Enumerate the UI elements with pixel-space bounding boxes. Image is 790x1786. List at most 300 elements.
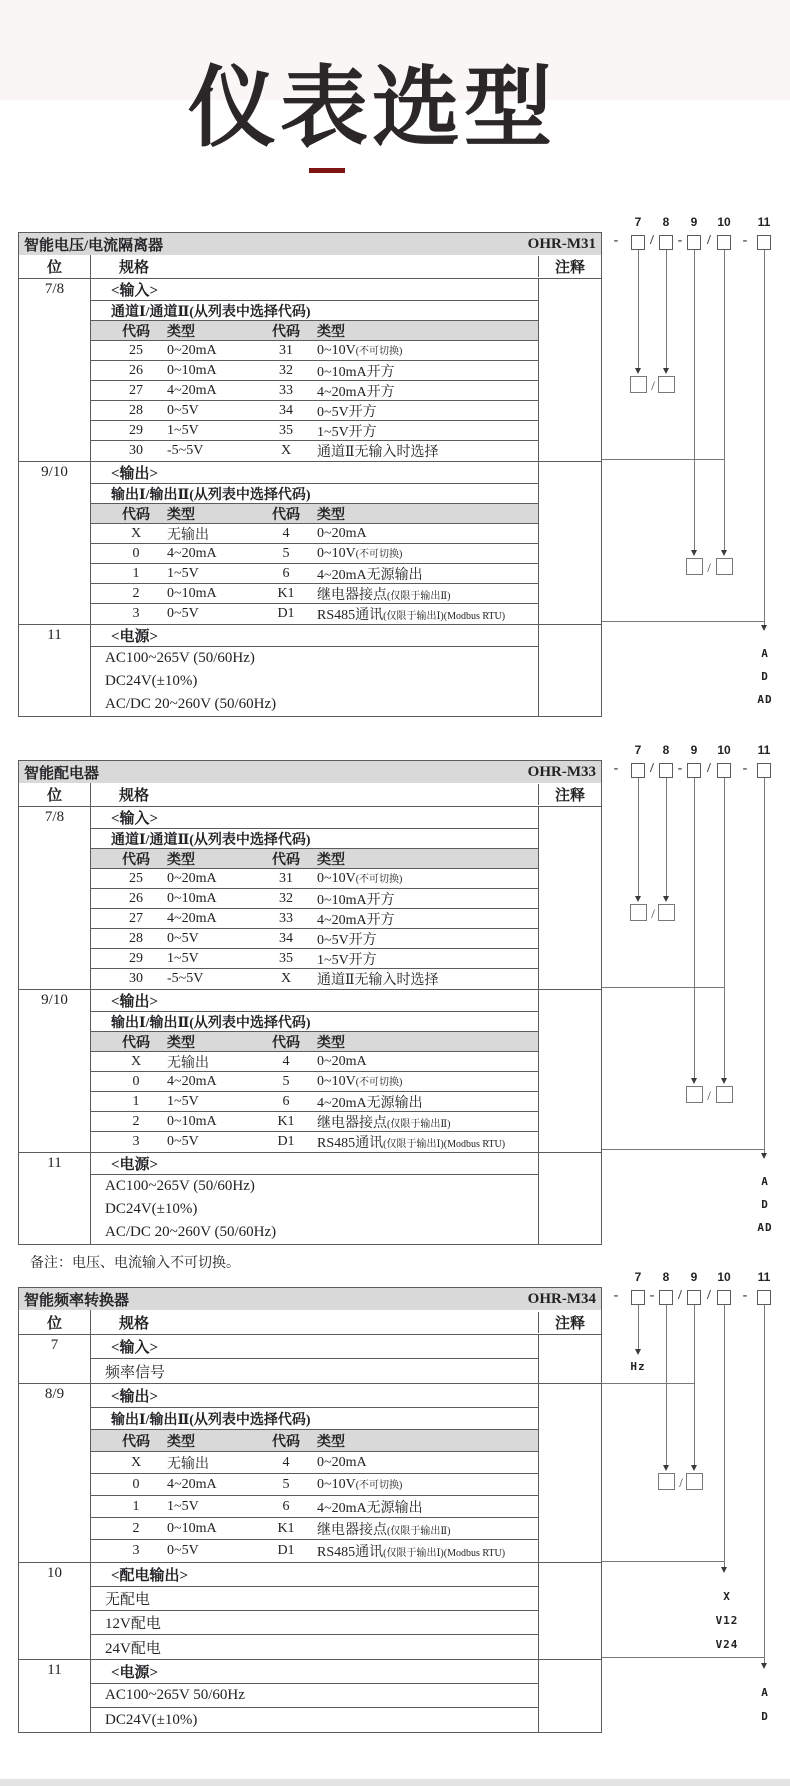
m34-header-bar bbox=[19, 1288, 601, 1310]
table-row bbox=[91, 949, 538, 969]
cell-code: 28 bbox=[129, 402, 143, 418]
cell-code: 31 bbox=[279, 870, 293, 886]
col-code2: 代码 bbox=[272, 324, 300, 340]
cell-code: D1 bbox=[277, 606, 295, 621]
power-option: DC24V(±10%) bbox=[105, 1201, 198, 1217]
lead-line-8 bbox=[666, 778, 667, 896]
code-box bbox=[631, 1290, 645, 1305]
cell-code: 2 bbox=[132, 1520, 140, 1536]
cell-code: 32 bbox=[279, 890, 293, 906]
cell-code: X bbox=[280, 443, 292, 458]
col-type1: 类型 bbox=[167, 852, 195, 868]
table-row bbox=[91, 1518, 538, 1540]
col-code2: 代码 bbox=[272, 1434, 300, 1450]
cell-code: 6 bbox=[282, 565, 290, 581]
cell-code: 35 bbox=[279, 422, 293, 438]
cell-code: 25 bbox=[129, 342, 143, 358]
dist-option: 12V配电 bbox=[91, 1611, 538, 1635]
cell-type: 1~5V bbox=[167, 1498, 199, 1514]
arrow-down-icon bbox=[691, 550, 697, 556]
cell-code: 30 bbox=[129, 443, 143, 458]
power-code: A bbox=[761, 1175, 769, 1188]
code-box bbox=[757, 763, 771, 778]
power-code: D bbox=[761, 1710, 769, 1723]
separator: / bbox=[707, 233, 711, 248]
section-label: <电源> bbox=[91, 1153, 538, 1175]
digit-label: 11 bbox=[757, 743, 771, 757]
code-box bbox=[631, 763, 645, 778]
lead-line-10 bbox=[724, 250, 725, 550]
code-table-header bbox=[91, 504, 538, 524]
dist-code: V12 bbox=[715, 1614, 739, 1627]
position-label: 9/10 bbox=[19, 462, 91, 624]
table-row bbox=[91, 1072, 538, 1092]
col-header-position: 位 bbox=[19, 1310, 91, 1334]
section-label: <电源> bbox=[91, 1660, 538, 1684]
m33-column-headers bbox=[19, 783, 601, 806]
remark-cell bbox=[538, 1153, 601, 1244]
cell-type: 1~5V bbox=[167, 565, 199, 581]
arrow-down-icon bbox=[721, 550, 727, 556]
remark-cell bbox=[538, 279, 601, 461]
remark-cell bbox=[538, 1335, 601, 1383]
cell-code: 6 bbox=[282, 1093, 290, 1109]
cell-type: 0~5V bbox=[167, 1134, 199, 1149]
lead-line-7 bbox=[638, 1305, 639, 1349]
cell-type: 1~5V开方 bbox=[317, 952, 377, 968]
remark-cell bbox=[538, 1563, 601, 1659]
table-row bbox=[91, 584, 538, 604]
col-code1: 代码 bbox=[122, 1035, 150, 1051]
cell-type: 无输出 bbox=[167, 527, 209, 543]
cell-code: 31 bbox=[279, 342, 293, 358]
digit-label: 8 bbox=[662, 1270, 670, 1284]
table-row bbox=[91, 889, 538, 909]
position-label: 7/8 bbox=[19, 807, 91, 989]
m34-dist-section bbox=[19, 1562, 601, 1659]
cell-code: K1 bbox=[277, 1520, 295, 1536]
cell-code: X bbox=[130, 1454, 142, 1470]
output-code-box bbox=[716, 1086, 733, 1103]
cell-type: 0~10V(不可切换) bbox=[317, 1074, 403, 1089]
cell-type: 通道Ⅱ无输入时选择 bbox=[317, 445, 439, 460]
cell-type: 0~20mA bbox=[167, 342, 217, 358]
table-row bbox=[91, 1112, 538, 1132]
m31-column-headers bbox=[19, 255, 601, 278]
col-header-spec: 规格 bbox=[119, 260, 150, 276]
cell-type: 继电器接点(仅限于输出Ⅱ) bbox=[317, 587, 451, 603]
cell-code: 5 bbox=[282, 545, 290, 561]
cell-type: 4~20mA开方 bbox=[317, 384, 395, 400]
remark-cell bbox=[538, 990, 601, 1152]
power-option: AC100~265V 50/60Hz bbox=[91, 1684, 538, 1708]
digit-label: 10 bbox=[717, 215, 731, 229]
input-code-box bbox=[658, 376, 675, 393]
remark-cell bbox=[538, 625, 601, 716]
cell-type: 0~10mA bbox=[167, 585, 217, 601]
lead-line-9 bbox=[694, 778, 695, 1078]
section-subtitle: 通道Ⅰ/通道Ⅱ(从列表中选择代码) bbox=[91, 301, 538, 321]
arrow-down-icon bbox=[663, 1465, 669, 1471]
position-label: 9/10 bbox=[19, 990, 91, 1152]
input-code: Hz bbox=[630, 1360, 646, 1373]
lead-line-10 bbox=[724, 1305, 725, 1567]
extension-line bbox=[602, 987, 725, 988]
dist-code: V24 bbox=[715, 1638, 739, 1651]
dist-code: X bbox=[723, 1590, 731, 1603]
dist-option: 24V配电 bbox=[105, 1640, 161, 1657]
cell-type: 0~10mA bbox=[167, 1113, 217, 1129]
code-box bbox=[659, 1290, 673, 1305]
col-code1: 代码 bbox=[122, 507, 150, 523]
table-row bbox=[91, 604, 538, 624]
code-box bbox=[757, 235, 771, 250]
output-code-box bbox=[658, 1473, 675, 1490]
power-code: D bbox=[761, 670, 769, 683]
cell-type: 0~5V开方 bbox=[317, 932, 377, 948]
power-code: AD bbox=[757, 1221, 773, 1234]
cell-type: 0~5V bbox=[167, 606, 199, 621]
digit-label: 9 bbox=[690, 215, 698, 229]
col-code1: 代码 bbox=[122, 324, 150, 340]
cell-type: 0~10mA bbox=[167, 362, 217, 378]
col-type2: 类型 bbox=[317, 1434, 345, 1450]
cell-type: 无输出 bbox=[167, 1456, 209, 1472]
section-subtitle: 输出Ⅰ/输出Ⅱ(从列表中选择代码) bbox=[91, 484, 538, 504]
cell-code: 5 bbox=[282, 1476, 290, 1492]
separator: - bbox=[649, 1288, 655, 1303]
table-m34 bbox=[18, 1287, 602, 1733]
cell-type: 0~10V(不可切换) bbox=[317, 1477, 403, 1492]
remark-cell bbox=[538, 462, 601, 624]
cell-type: -5~5V bbox=[167, 971, 204, 986]
col-header-spec: 规格 bbox=[119, 1315, 150, 1332]
table-row bbox=[91, 1474, 538, 1496]
cell-code: 32 bbox=[279, 362, 293, 378]
m34-power-section bbox=[19, 1659, 601, 1732]
cell-type: -5~5V bbox=[167, 443, 204, 458]
cell-type: 无输出 bbox=[167, 1055, 209, 1071]
table-row bbox=[91, 1496, 538, 1518]
lead-line-7 bbox=[638, 778, 639, 896]
position-label: 7/8 bbox=[19, 279, 91, 461]
cell-code: K1 bbox=[277, 1113, 295, 1129]
slash: / bbox=[651, 906, 655, 921]
m34-output-section bbox=[19, 1383, 601, 1562]
cell-code: 5 bbox=[282, 1073, 290, 1089]
code-box bbox=[687, 235, 701, 250]
separator: / bbox=[678, 1288, 682, 1303]
col-header-remark: 注释 bbox=[538, 256, 601, 277]
separator: / bbox=[650, 761, 654, 776]
title-underline bbox=[309, 168, 345, 173]
power-option: DC24V(±10%) bbox=[105, 1711, 198, 1728]
remark-cell bbox=[538, 807, 601, 989]
col-header-position: 位 bbox=[19, 783, 91, 806]
arrow-down-icon bbox=[663, 896, 669, 902]
extension-line bbox=[602, 1561, 725, 1562]
position-label: 10 bbox=[19, 1563, 91, 1659]
digit-label: 10 bbox=[717, 1270, 731, 1284]
output-code-box bbox=[686, 1086, 703, 1103]
separator: - bbox=[613, 761, 619, 776]
position-label: 11 bbox=[19, 1660, 91, 1732]
cell-type: 4~20mA bbox=[167, 910, 217, 926]
code-box bbox=[717, 1290, 731, 1305]
col-header-position: 位 bbox=[19, 255, 91, 278]
cell-type: 1~5V开方 bbox=[317, 424, 377, 440]
col-code1: 代码 bbox=[122, 852, 150, 868]
separator: - bbox=[677, 233, 683, 248]
cell-code: 29 bbox=[129, 950, 143, 966]
arrow-down-icon bbox=[761, 1663, 767, 1669]
code-table-header bbox=[91, 1032, 538, 1052]
m33-model-number: OHR-M33 bbox=[527, 763, 596, 780]
table-row bbox=[91, 1052, 538, 1072]
cell-code: 27 bbox=[129, 382, 143, 398]
power-option: AC100~265V (50/60Hz) bbox=[105, 650, 255, 666]
arrow-down-icon bbox=[691, 1078, 697, 1084]
table-m33 bbox=[18, 760, 602, 1245]
cell-code: 27 bbox=[129, 910, 143, 926]
cell-type: 4~20mA无源输出 bbox=[317, 567, 423, 583]
cell-type: 0~10mA开方 bbox=[317, 364, 395, 380]
power-option: AC/DC 20~260V (50/60Hz) bbox=[105, 696, 277, 712]
table-row bbox=[91, 909, 538, 929]
slash: / bbox=[707, 560, 711, 575]
code-table-header bbox=[91, 321, 538, 341]
table-row bbox=[91, 969, 538, 989]
slash: / bbox=[707, 1088, 711, 1103]
m34-model-number: OHR-M34 bbox=[527, 1290, 596, 1307]
cell-code: 29 bbox=[129, 422, 143, 438]
separator: - bbox=[742, 761, 748, 776]
section-subtitle: 输出Ⅰ/输出Ⅱ(从列表中选择代码) bbox=[91, 1408, 538, 1430]
cell-code: 4 bbox=[282, 1053, 290, 1069]
cell-code: 0 bbox=[132, 1476, 140, 1492]
cell-type: 0~5V开方 bbox=[317, 404, 377, 420]
lead-line-11 bbox=[764, 778, 765, 1153]
separator: / bbox=[650, 233, 654, 248]
separator: / bbox=[707, 761, 711, 776]
table-row bbox=[91, 524, 538, 544]
power-code: AD bbox=[757, 693, 773, 706]
cell-code: 25 bbox=[129, 870, 143, 886]
separator: - bbox=[613, 1288, 619, 1303]
table-row bbox=[91, 341, 538, 361]
cell-type: RS485通讯(仅限于输出Ⅰ)(Modbus RTU) bbox=[317, 1545, 506, 1560]
cell-code: X bbox=[280, 971, 292, 986]
cell-type: 0~10mA开方 bbox=[317, 892, 395, 908]
cell-type: 4~20mA开方 bbox=[317, 912, 395, 928]
cell-code: 3 bbox=[132, 1543, 140, 1558]
digit-label: 11 bbox=[757, 215, 771, 229]
cell-type: 0~10V(不可切换) bbox=[317, 343, 403, 358]
lead-line-8 bbox=[666, 250, 667, 368]
col-header-remark: 注释 bbox=[538, 1312, 601, 1333]
digit-label: 9 bbox=[690, 1270, 698, 1284]
dist-option: 无配电 bbox=[91, 1587, 538, 1611]
cell-code: 4 bbox=[282, 1454, 290, 1470]
separator: / bbox=[707, 1288, 711, 1303]
cell-type: 继电器接点(仅限于输出Ⅱ) bbox=[317, 1115, 451, 1131]
cell-code: 1 bbox=[132, 1498, 140, 1514]
digit-label: 7 bbox=[634, 215, 642, 229]
cell-code: 33 bbox=[279, 910, 293, 926]
arrow-down-icon bbox=[635, 896, 641, 902]
code-box bbox=[757, 1290, 771, 1305]
m33-input-section bbox=[19, 806, 601, 989]
arrow-down-icon bbox=[761, 1153, 767, 1159]
cell-type: 4~20mA无源输出 bbox=[317, 1500, 423, 1516]
code-table-header bbox=[91, 849, 538, 869]
footnote: 备注：电压、电流输入不可切换。 bbox=[30, 1256, 240, 1271]
col-code2: 代码 bbox=[272, 852, 300, 868]
cell-type: 4~20mA bbox=[167, 1073, 217, 1089]
cell-type: 0~10mA bbox=[167, 1520, 217, 1536]
cell-type: 1~5V bbox=[167, 422, 199, 438]
section-subtitle: 通道Ⅰ/通道Ⅱ(从列表中选择代码) bbox=[91, 829, 538, 849]
col-type1: 类型 bbox=[167, 507, 195, 523]
cell-type: 0~20mA bbox=[167, 870, 217, 886]
col-header-spec: 规格 bbox=[119, 788, 150, 804]
cell-type: 0~20mA bbox=[317, 525, 367, 541]
table-row bbox=[91, 869, 538, 889]
table-row bbox=[91, 1092, 538, 1112]
cell-type: RS485通讯(仅限于输出Ⅰ)(Modbus RTU) bbox=[317, 608, 506, 623]
code-box bbox=[631, 235, 645, 250]
code-box bbox=[659, 763, 673, 778]
m33-power-section bbox=[19, 1152, 601, 1244]
code-table-header bbox=[91, 1430, 538, 1452]
m33-table-title: 智能配电器 bbox=[24, 765, 100, 782]
remark-cell bbox=[538, 1384, 601, 1562]
digit-label: 8 bbox=[662, 215, 670, 229]
digit-label: 7 bbox=[634, 743, 642, 757]
cell-type: 0~20mA bbox=[317, 1053, 367, 1069]
cell-code: 26 bbox=[129, 890, 143, 906]
cell-type: 4~20mA无源输出 bbox=[317, 1095, 423, 1111]
section-label: <电源> bbox=[91, 625, 538, 647]
cell-code: 0 bbox=[132, 1073, 140, 1089]
cell-code: X bbox=[130, 525, 142, 541]
section-label: <输出> bbox=[91, 990, 538, 1012]
page-title: 仪表选型 bbox=[187, 58, 556, 157]
code-box bbox=[717, 763, 731, 778]
table-row bbox=[91, 381, 538, 401]
position-label: 11 bbox=[19, 1153, 91, 1244]
code-box bbox=[687, 1290, 701, 1305]
col-type1: 类型 bbox=[167, 324, 195, 340]
cell-code: 0 bbox=[132, 545, 140, 561]
cell-code: 34 bbox=[279, 930, 293, 946]
output-code-box bbox=[686, 558, 703, 575]
lead-line-7 bbox=[638, 250, 639, 368]
code-box bbox=[659, 235, 673, 250]
power-code: A bbox=[761, 1686, 769, 1699]
table-row bbox=[91, 564, 538, 584]
section-subtitle: 输出Ⅰ/输出Ⅱ(从列表中选择代码) bbox=[91, 1012, 538, 1032]
section-label: <输入> bbox=[91, 279, 538, 301]
cell-type: 继电器接点(仅限于输出Ⅱ) bbox=[317, 1522, 451, 1538]
m31-output-section bbox=[19, 461, 601, 624]
col-type2: 类型 bbox=[317, 507, 345, 523]
section-label: <输入> bbox=[91, 1335, 538, 1359]
table-row bbox=[91, 1132, 538, 1152]
remark-cell bbox=[538, 1660, 601, 1732]
col-code2: 代码 bbox=[272, 1035, 300, 1051]
cell-type: 0~5V bbox=[167, 1543, 199, 1558]
table-m31 bbox=[18, 232, 602, 717]
table-row bbox=[91, 544, 538, 564]
position-label: 8/9 bbox=[19, 1384, 91, 1562]
slash: / bbox=[679, 1475, 683, 1490]
col-type1: 类型 bbox=[167, 1035, 195, 1051]
digit-label: 9 bbox=[690, 743, 698, 757]
m31-header-bar bbox=[19, 233, 601, 255]
extension-line bbox=[602, 459, 725, 460]
section-label: <配电输出> bbox=[91, 1563, 538, 1587]
arrow-down-icon bbox=[721, 1078, 727, 1084]
m33-output-section bbox=[19, 989, 601, 1152]
table-row bbox=[91, 929, 538, 949]
separator: - bbox=[742, 233, 748, 248]
arrow-down-icon bbox=[663, 368, 669, 374]
cell-type: 0~10V(不可切换) bbox=[317, 871, 403, 886]
col-type1: 类型 bbox=[167, 1434, 195, 1450]
cell-type: 1~5V bbox=[167, 1093, 199, 1109]
cell-type: 0~10V(不可切换) bbox=[317, 546, 403, 561]
col-type2: 类型 bbox=[317, 852, 345, 868]
m31-table-title: 智能电压/电流隔离器 bbox=[24, 237, 164, 254]
cell-type: 1~5V bbox=[167, 950, 199, 966]
m34-input-section bbox=[19, 1334, 601, 1383]
power-code: A bbox=[761, 647, 769, 660]
cell-type: 4~20mA bbox=[167, 545, 217, 561]
cell-code: 33 bbox=[279, 382, 293, 398]
code-box bbox=[717, 235, 731, 250]
table-row bbox=[91, 1540, 538, 1562]
input-code-box bbox=[630, 904, 647, 921]
cell-type: 0~20mA bbox=[317, 1454, 367, 1470]
separator: - bbox=[742, 1288, 748, 1303]
cell-code: X bbox=[130, 1053, 142, 1069]
cell-code: 1 bbox=[132, 565, 140, 581]
separator: - bbox=[613, 233, 619, 248]
arrow-down-icon bbox=[635, 1349, 641, 1355]
table-row bbox=[91, 421, 538, 441]
extension-line bbox=[602, 1657, 765, 1658]
m33-header-bar bbox=[19, 761, 601, 783]
separator: - bbox=[677, 761, 683, 776]
digit-label: 10 bbox=[717, 743, 731, 757]
section-label: <输出> bbox=[91, 1384, 538, 1408]
col-header-remark: 注释 bbox=[538, 784, 601, 805]
cell-code: 2 bbox=[132, 585, 140, 601]
col-type2: 类型 bbox=[317, 324, 345, 340]
input-option: 频率信号 bbox=[105, 1364, 166, 1381]
cell-code: 2 bbox=[132, 1113, 140, 1129]
cell-code: 3 bbox=[132, 606, 140, 621]
m31-input-section bbox=[19, 278, 601, 461]
extension-line bbox=[602, 621, 765, 622]
cell-code: 3 bbox=[132, 1134, 140, 1149]
digit-label: 8 bbox=[662, 743, 670, 757]
table-row bbox=[91, 441, 538, 461]
cell-code: 26 bbox=[129, 362, 143, 378]
table-row bbox=[91, 401, 538, 421]
cell-type: 4~20mA bbox=[167, 382, 217, 398]
